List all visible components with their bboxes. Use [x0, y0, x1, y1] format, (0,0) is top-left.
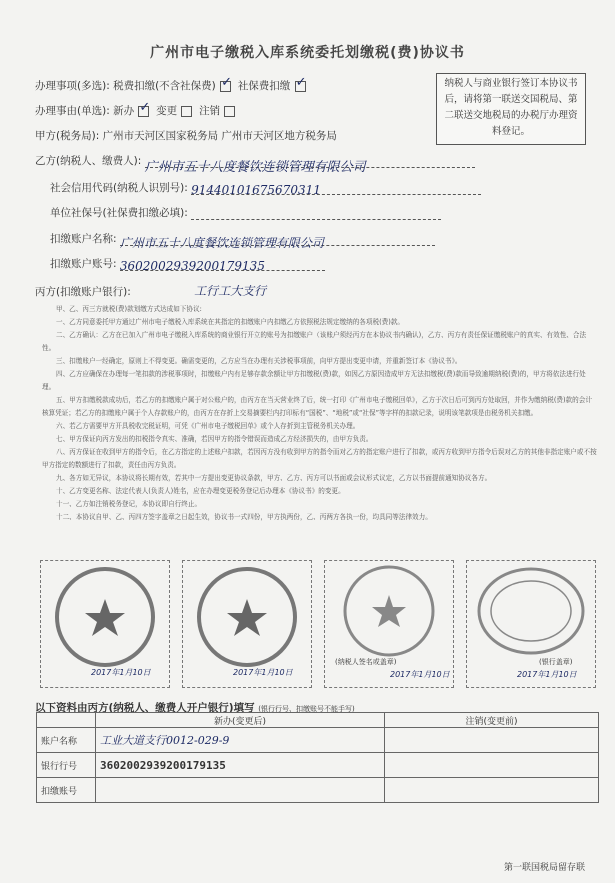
seal-company-icon [325, 561, 453, 661]
account-no-label: 扣缴账户账号: [50, 258, 117, 270]
check-mark-icon: ✓ [221, 74, 233, 90]
term-4: 四、乙方应确保在办理每一笔扣款的涉税事项时，扣缴账户内有足够存款余额让甲方扣缴税(费)款，如因乙方原因造成甲方无法扣缴税(费)款而导致逾期纳税(费)的，甲方将依法进行处理。 [42, 370, 586, 391]
term-7: 七、甲方保证向丙方发出的扣税指令真实、准确，若因甲方的指令错误而造成乙方经济损失的，由甲方负责。 [56, 435, 373, 443]
check-mark-icon: ✓ [295, 74, 307, 90]
bank-code-cell[interactable]: 3602002939200179135 [96, 753, 385, 778]
account-name-row [50, 231, 435, 250]
party-a-value: 广州市天河区国家税务局 广州市天河区地方税务局 [102, 130, 337, 142]
table-row [37, 753, 599, 778]
credit-code-value[interactable]: 91440101675670311 [191, 183, 481, 195]
term-2: 二、乙方确认：乙方在已加入广州市电子缴税入库系统的商业银行开立的账号为扣缴账户（该账户须经丙方在本协议书内确认)，乙方、丙方有责任保证缴税账户的真实、有效性、合法性。 [42, 331, 587, 352]
account-name-label: 扣缴账户名称: [50, 233, 117, 245]
checkbox-social[interactable] [295, 74, 307, 92]
term-12: 十二、本协议自甲、乙、丙四方签字盖章之日起生效，协议书一式四份，甲方执两份，乙、丙两方各执一份，均具同等法律效力。 [56, 513, 432, 521]
term-0: 甲、乙、丙三方就税(费)款划缴方式达成如下协议: [56, 305, 202, 313]
reason-label: 办理事由(单选): [35, 105, 110, 117]
copy-footer: 第一联国税局留存联 [503, 863, 585, 873]
reason-opt3: 注销 [199, 105, 221, 117]
seal-local-tax-icon [183, 561, 311, 671]
term-10: 十、乙方变更名称、法定代表人(负责人)姓名，应在办理变更税务登记后办理本《协议书》的变更。 [56, 487, 345, 495]
seal-box-taxpayer [324, 560, 454, 688]
seal-bank-icon [467, 561, 595, 661]
bank-info-table [36, 712, 599, 803]
credit-code-row [50, 180, 481, 195]
bank-heading-text: 以下资料由丙方(纳税人、缴费人开户银行)填写 [35, 702, 255, 714]
party-c-row [35, 282, 266, 299]
account-no-value[interactable]: 3602002939200179135 [120, 259, 325, 271]
table-row [37, 778, 599, 803]
cancel-cell[interactable] [385, 753, 599, 778]
seal-box-local-tax [182, 560, 312, 688]
seal-date: 2017年1月10日 [91, 668, 151, 677]
term-5: 五、甲方扣缴税款成功后，若乙方的扣缴账户属于对公账户的，由丙方在当天营业终了后，统一打印《广州市电子缴税回单》，乙方于次日后可到丙方处取回，并作为缴纳税(费)款的会计核算凭证；若乙方的扣缴账户属于个人存款账户的，由丙方在存折上交易摘要栏内打印标有“国税”、“地税”或“社保”等字样的扣款记录，说明该笔款项是由税务机关扣缴。 [42, 396, 592, 417]
deduct-account-cell[interactable] [96, 778, 385, 803]
bank-heading-note: (银行行号、扣缴账号不能手写) [258, 705, 355, 713]
reason-row [35, 99, 235, 118]
seal-box-national-tax [40, 560, 170, 688]
table-header-row [37, 713, 599, 728]
page-title: 广州市电子缴税入库系统委托划缴税(费)协议书 [150, 45, 465, 61]
term-6: 六、若乙方需要甲方开具税收完税证明，可凭《广州市电子缴税回单》或个人存折到主管税务机关办理。 [56, 422, 360, 430]
matters-label: 办理事项(多选): [35, 80, 110, 92]
seal-box-bank [466, 560, 596, 688]
term-11: 十一、乙方如注销税务登记，本协议即自行终止。 [56, 500, 202, 508]
party-a-label: 甲方(税务局): [35, 130, 100, 142]
credit-code-label: 社会信用代码(纳税人识别号): [50, 182, 188, 194]
account-no-row [50, 256, 325, 271]
social-no-label: 单位社保号(社保费扣缴必填): [50, 207, 188, 219]
party-a-row [35, 128, 337, 143]
cancel-cell[interactable] [385, 778, 599, 803]
social-no-row [50, 205, 441, 220]
party-b-row [35, 153, 475, 175]
account-name-value[interactable]: 广州市五十八度餐饮连锁管理有限公司 [120, 234, 435, 246]
matters-opt1: 税费扣缴(不含社保费) [113, 80, 216, 92]
checkbox-tax[interactable] [220, 74, 233, 92]
reason-opt2: 变更 [156, 105, 178, 117]
table-row [37, 728, 599, 753]
reason-opt1: 新办 [113, 105, 135, 117]
checkbox-new[interactable] [138, 99, 151, 117]
seal-caption: (银行盖章) [539, 658, 573, 666]
party-b-value[interactable]: 广州市五十八度餐饮连锁管理有限公司 [145, 156, 475, 168]
term-8: 八、丙方保证在收到甲方的指令后，在乙方指定的上述账户扣款，若因丙方没有收到甲方的指令而对乙方的指定账户进行了扣款，或丙方收到甲方指令后误对乙方的其他非指定账户或不按甲方指定的数额进行了扣款，责任由丙方负责。 [42, 448, 597, 469]
col-cancel-header: 注销(变更前) [385, 713, 599, 728]
party-c-value[interactable]: 工行工大支行 [194, 284, 267, 298]
seal-date: 2017年1月10日 [517, 670, 577, 679]
party-b-label: 乙方(纳税人、缴费人): [35, 155, 142, 167]
term-1: 一、乙方同意委托甲方通过广州市电子缴税入库系统在其指定的扣缴账户内扣缴乙方依照税法规定缴纳的各项税(费)款。 [56, 318, 405, 326]
seal-date: 2017年1月10日 [390, 670, 450, 679]
row-label: 银行行号 [37, 753, 96, 778]
seal-caption: (纳税人签名或盖章) [335, 658, 397, 666]
checkbox-change[interactable] [181, 106, 192, 117]
seal-national-tax-icon [41, 561, 169, 671]
row-label: 扣缴账号 [37, 778, 96, 803]
matters-row [35, 74, 307, 93]
seal-area [40, 560, 596, 690]
term-9: 九、各方如无异议，本协议将长期有效，若其中一方提出变更协议条款，甲方、乙方、丙方可以书面或会议形式议定，乙方以书面提前通知协议各方。 [56, 474, 492, 482]
cancel-cell[interactable] [385, 728, 599, 753]
check-mark-icon: ✓ [139, 99, 151, 115]
terms-text [42, 303, 598, 524]
social-no-field[interactable] [191, 208, 441, 220]
checkbox-cancel[interactable] [224, 106, 235, 117]
col-new-header: 新办(变更后) [96, 713, 385, 728]
row-label: 账户名称 [37, 728, 96, 753]
notice-box: 纳税人与商业银行签订本协议书后，请将第一联送交国税局、第二联送交地税局的办税厅办理资料登记。 [436, 73, 586, 145]
term-3: 三、扣缴账户一经确定，原则上不得变更。确需变更的，乙方应当在办理有关涉税事项前，向甲方提出变更申请，并重新签订本《协议书》。 [56, 357, 462, 365]
seal-date: 2017年1月10日 [233, 668, 293, 677]
party-c-label: 丙方(扣缴账户银行): [35, 286, 131, 298]
matters-opt2: 社保费扣缴 [237, 80, 291, 92]
account-name-cell[interactable]: 工业大道支行0012-029-9 [96, 728, 385, 753]
